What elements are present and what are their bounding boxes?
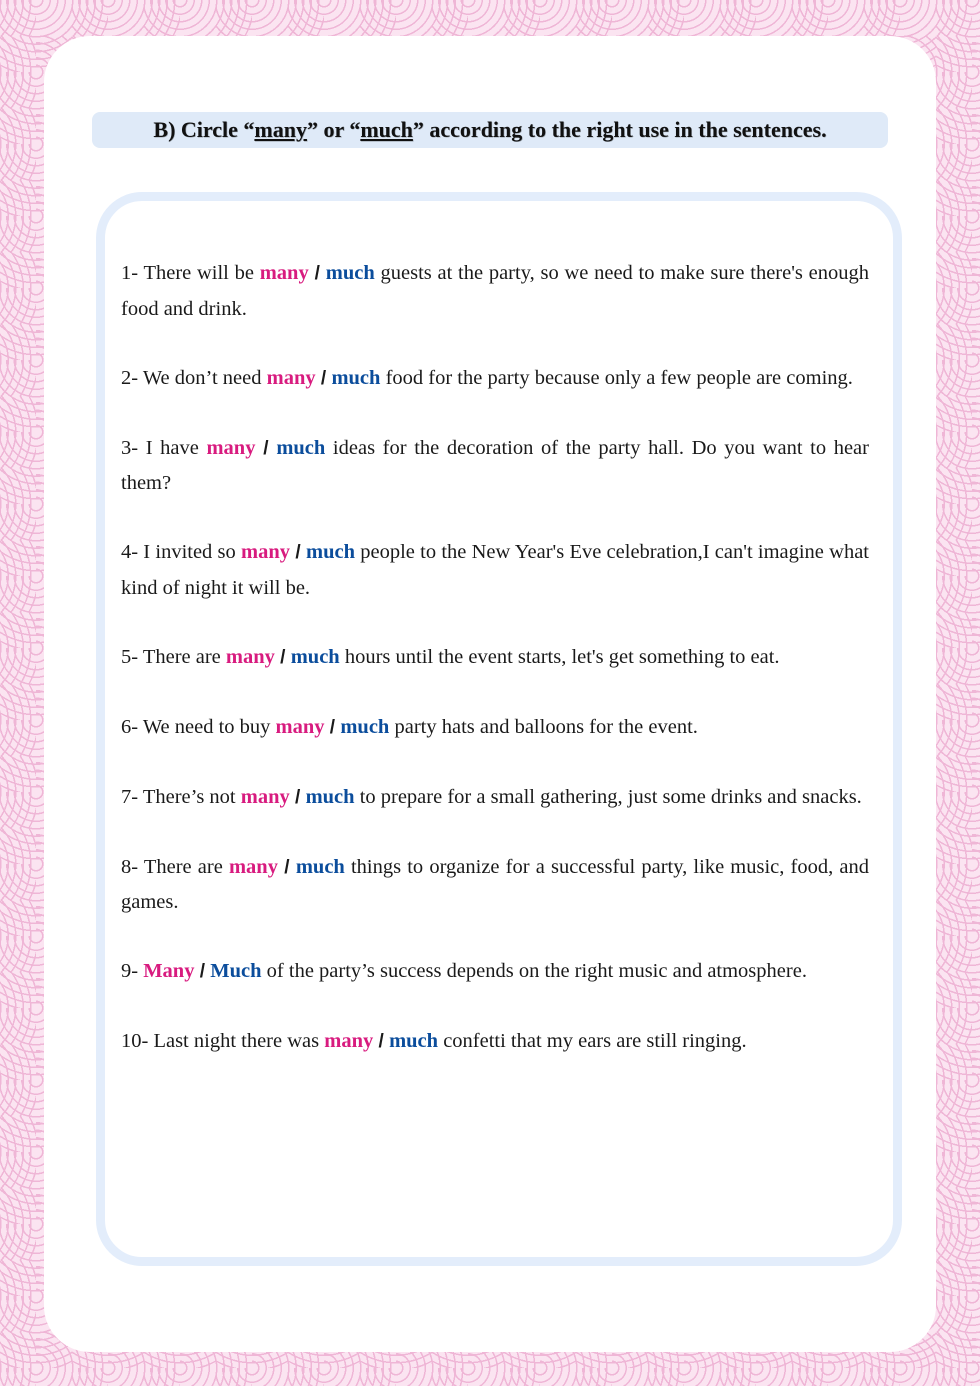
option-many[interactable]: many xyxy=(240,785,290,808)
sentence-9 xyxy=(121,954,869,990)
sentence-text-before: 1- There will be xyxy=(121,262,260,284)
instruction-suffix: ” according to the right use in the sentences. xyxy=(412,117,827,142)
option-separator: / xyxy=(289,786,306,808)
instruction-banner xyxy=(92,112,888,148)
sentence-text-before: 8- There are xyxy=(121,855,229,878)
sentence-6 xyxy=(121,710,869,746)
option-many[interactable]: many xyxy=(228,855,278,878)
option-much[interactable]: much xyxy=(276,436,326,459)
option-many[interactable]: many xyxy=(275,715,325,738)
sentence-text-before: 4- I invited so xyxy=(121,541,241,563)
option-many[interactable]: many xyxy=(266,366,316,389)
sentence-text-before: 3- I have xyxy=(121,436,207,459)
sentence-text-before: 10- Last night there was xyxy=(121,1030,325,1052)
option-separator: / xyxy=(373,1031,390,1052)
instruction-word-much: much xyxy=(360,117,413,142)
sentence-text-after: party hats and balloons for the event. xyxy=(389,715,698,738)
option-separator: / xyxy=(194,961,211,982)
sentence-list xyxy=(121,256,869,1094)
option-separator: / xyxy=(255,437,277,459)
option-much[interactable]: much xyxy=(340,715,390,738)
sentence-4 xyxy=(121,535,869,605)
option-separator: / xyxy=(308,263,326,284)
sentence-text-before: 7- There’s not xyxy=(121,785,241,808)
option-many[interactable]: Many xyxy=(143,960,195,982)
sentence-text-after: food for the party because only a few people are coming. xyxy=(380,366,853,389)
option-separator: / xyxy=(274,646,291,668)
sentence-text-after: hours until the event starts, let's get something to eat. xyxy=(339,645,780,668)
option-much[interactable]: much xyxy=(290,645,340,668)
sentence-5 xyxy=(121,640,869,676)
sentence-8 xyxy=(121,850,869,920)
sentence-text-after: people to the New Year's Eve celebration,I can't imagine what kind of night it will be. xyxy=(121,541,869,599)
sentence-text-after: things to organize for a successful party, like music, food, and games. xyxy=(121,855,869,913)
sentence-text-before: 2- We don’t need xyxy=(121,366,267,389)
instruction-prefix: B) Circle “ xyxy=(153,117,255,142)
sentence-1 xyxy=(121,256,869,326)
sentence-7 xyxy=(121,780,869,816)
instruction-word-many: many xyxy=(254,117,307,142)
option-many[interactable]: many xyxy=(324,1030,374,1052)
sentence-text-after: guests at the party, so we need to make sure there's enough food and drink. xyxy=(121,262,869,320)
sentence-2 xyxy=(121,361,869,397)
sentence-text-after: of the party’s success depends on the right music and atmosphere. xyxy=(261,960,807,982)
option-much[interactable]: much xyxy=(306,541,356,563)
option-many[interactable]: many xyxy=(259,262,309,284)
option-separator: / xyxy=(289,542,307,563)
option-separator: / xyxy=(315,367,332,389)
sentence-text-after: to prepare for a small gathering, just some drinks and snacks. xyxy=(354,785,862,808)
sentence-text-before: 5- There are xyxy=(121,645,226,668)
option-separator: / xyxy=(277,856,296,878)
option-separator: / xyxy=(324,716,341,738)
sentence-text-before: 6- We need to buy xyxy=(121,715,276,738)
option-much[interactable]: much xyxy=(305,785,355,808)
option-many[interactable]: many xyxy=(241,541,290,563)
sentence-3 xyxy=(121,431,869,501)
option-much[interactable]: much xyxy=(389,1030,439,1052)
option-much[interactable]: much xyxy=(331,366,381,389)
sentence-text-after: confetti that my ears are still ringing. xyxy=(438,1030,747,1052)
option-many[interactable]: many xyxy=(225,645,275,668)
sentence-text-before: 9- xyxy=(121,960,144,982)
instruction-middle: ” or “ xyxy=(306,117,361,142)
sentence-10 xyxy=(121,1024,869,1060)
sentence-text-after: ideas for the decoration of the party hall. Do you want to hear them? xyxy=(121,436,869,494)
option-much[interactable]: much xyxy=(295,855,345,878)
option-much[interactable]: Much xyxy=(210,960,262,982)
option-many[interactable]: many xyxy=(206,436,256,459)
option-much[interactable]: much xyxy=(325,262,375,284)
